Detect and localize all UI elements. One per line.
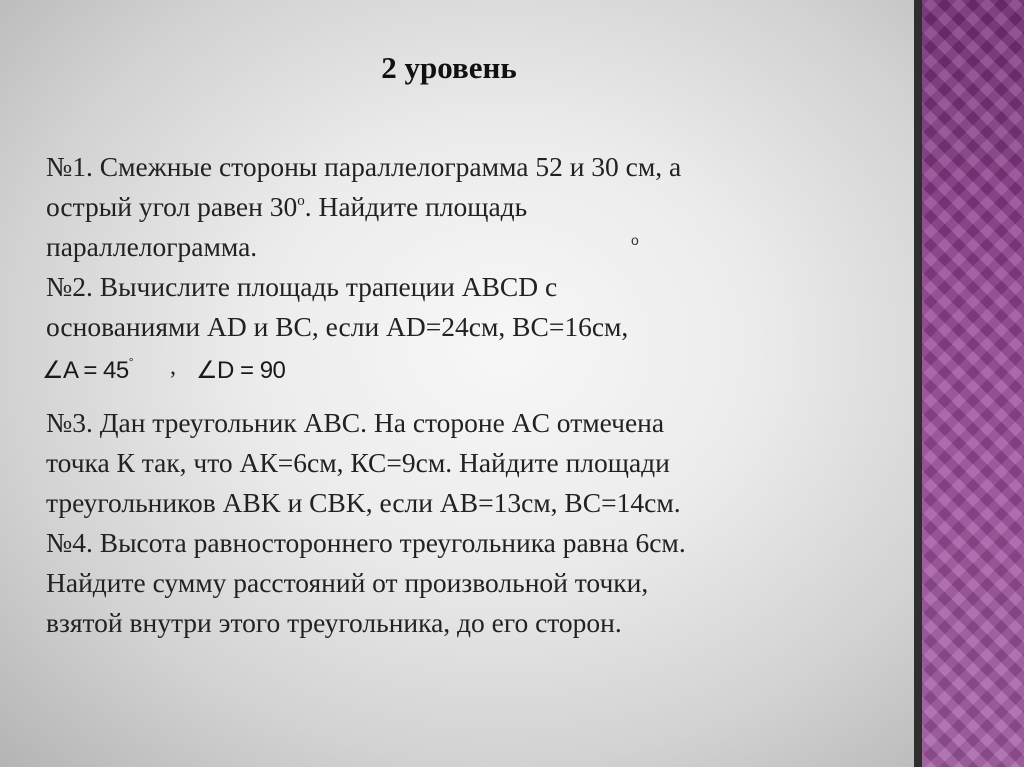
problem-4-line-1: №4. Высота равностороннего треугольника равна 6см.	[46, 527, 686, 558]
stray-degree-mark: о	[631, 232, 639, 248]
problem-1-line-2-text: острый угол равен 30	[46, 191, 298, 222]
problem-1-line-2	[46, 187, 886, 227]
problems-text	[42, 147, 886, 643]
problem-1-line-1: №1. Смежные стороны параллелограмма 52 и 30 см, а	[46, 151, 682, 182]
problem-3-line-1: №3. Дан треугольник ABC. На стороне AC отмечена	[46, 407, 665, 438]
problem-2-line-1: №2. Вычислите площадь трапеции ABCD с	[46, 271, 558, 302]
slide-title-text: 2 уровень	[381, 50, 517, 85]
angle-d-formula: ∠D = 90	[196, 357, 286, 384]
problem-2-line-2: основаниями AD и BC, если AD=24см, BC=16см,	[46, 311, 629, 342]
slide-divider-strip	[914, 0, 922, 767]
spacer	[46, 387, 886, 403]
problem-1-line-3: параллелограмма.	[46, 231, 258, 262]
decorative-purple-band	[922, 0, 1024, 767]
problem-3-line-2: точка К так, что АК=6см, КС=9см. Найдите площади	[46, 447, 670, 478]
angle-a-formula	[42, 351, 133, 394]
problem-4-line-2: Найдите сумму расстояний от произвольной точки,	[46, 567, 649, 598]
angle-a-formula-text: ∠A = 45	[42, 357, 129, 384]
problem-3-line-3: треугольников ABK и CBK, если AB=13см, BC=14см.	[46, 487, 681, 518]
problem-4-line-3: взятой внутри этого треугольника, до его сторон.	[46, 607, 622, 638]
slide-title	[0, 50, 914, 86]
problem-2-angle-formulas	[42, 347, 886, 387]
formula-comma: ,	[170, 354, 176, 380]
problem-1-line-2-end: . Найдите площадь	[304, 191, 528, 222]
angle-a-degree: °	[128, 355, 134, 369]
degree-superscript: о	[297, 193, 305, 209]
